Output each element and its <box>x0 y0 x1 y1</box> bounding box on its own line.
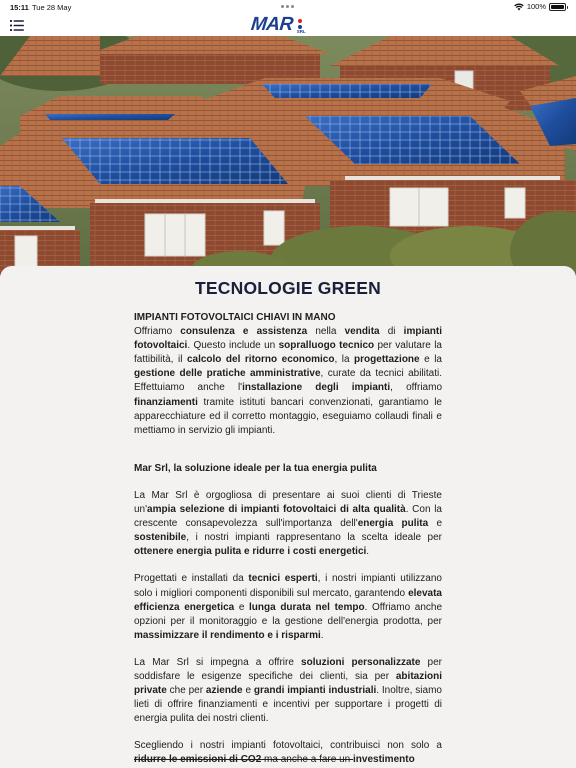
logo-text: MAR <box>249 14 294 35</box>
section-heading-clean-energy: Mar Srl, la soluzione ideale per la tua energia pulita <box>134 462 377 474</box>
status-date: Tue 28 May <box>32 3 72 12</box>
hamburger-menu-icon <box>10 20 24 31</box>
battery-percentage: 100% <box>526 2 546 11</box>
article-body <box>134 311 442 768</box>
paragraph-choose-us: Scegliendo i nostri impianti fotovoltaici, contribuisci non solo a ridurre le emissioni di CO2 ma anche a fare un investimento <box>134 740 442 766</box>
paragraph-turnkey: Offriamo consulenza e assistenza nella vendita di impianti fotovoltaici. Questo include un sopralluogo tecnico per valutare la fattibilità, il calcolo del ritorno economico, la progettazione e la gestione delle pratiche amministrative, curate da tecnici abilitati. Effettuiamo anche l'installazione degli impianti, offriamo finanziamenti tramite istituti bancari convenzionati, garantiamo le apparecchiature ed il corretto montaggio, eseguiamo collaudi finali e mettiamo in servizio gli impianti. <box>134 326 443 436</box>
app-header <box>0 14 576 36</box>
status-bar <box>0 0 576 14</box>
logo-suffix: SRL <box>296 29 306 34</box>
page-title: TECNOLOGIE GREEN <box>195 278 381 298</box>
wifi-icon <box>514 3 524 11</box>
paragraph-intro: La Mar Srl è orgogliosa di presentare ai suoi clienti di Trieste un'ampia selezione di impianti fotovoltaici di alta qualità. Con la crescente consapevolezza sull'importanza dell'energia pulita e sostenibile, i nostri impianti rappresentano la scelta ideale per ottenere energia pulita e ridurre i costi energetici. <box>134 489 443 558</box>
status-time: 15:11 <box>10 3 29 12</box>
status-right <box>514 2 566 11</box>
battery-icon <box>549 3 566 11</box>
mar-srl-logo[interactable] <box>251 14 307 36</box>
paragraph-quality: Progettati e installati da tecnici esperti, i nostri impianti utilizzano solo i migliori componenti disponibili sul mercato, garantendo elevata efficienza energetica e lunga durata nel tempo. Offriamo anche opzioni per il monitoraggio e la gestione dell'energia prodotta, per massimizzare il rendimento e i risparmi. <box>134 573 443 641</box>
logo-mark <box>295 14 307 36</box>
battery-fill <box>551 5 564 9</box>
menu-button[interactable] <box>8 17 26 33</box>
hero-image <box>0 36 576 276</box>
paragraph-custom-solutions: La Mar Srl si impegna a offrire soluzioni personalizzate per soddisfare le esigenze specifiche dei clienti, sia per abitazioni private che per aziende e grandi impianti industriali. Inoltre, siamo lieti di offrire finanziamenti e incentivi per supportare i progetti di energia pulita dei nostri clienti. <box>134 656 442 725</box>
multitasking-dots-icon[interactable] <box>281 5 294 8</box>
content-card <box>0 266 576 768</box>
section-heading-turnkey: IMPIANTI FOTOVOLTAICI CHIAVI IN MANO <box>134 312 336 323</box>
